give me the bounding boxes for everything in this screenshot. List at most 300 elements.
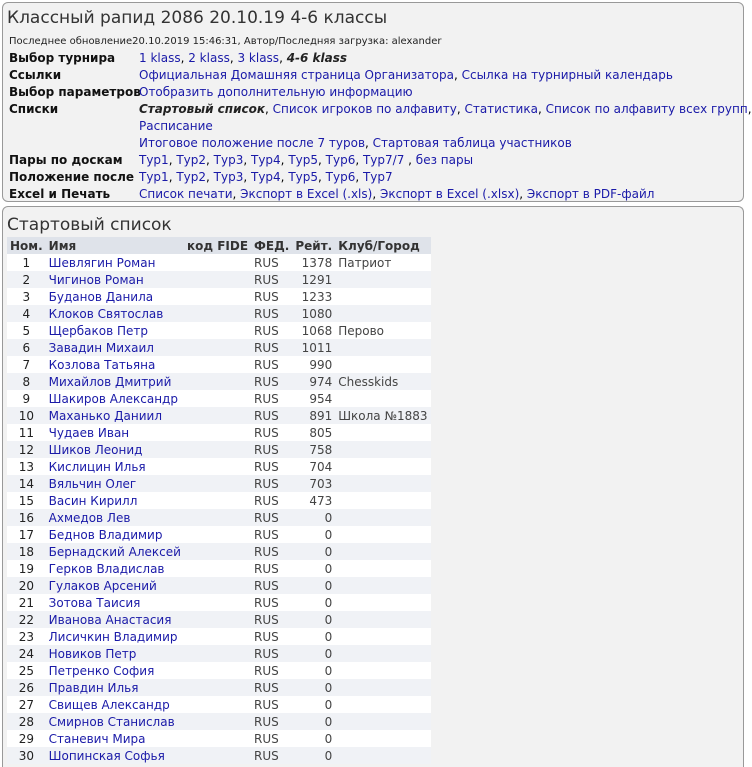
player-name bbox=[46, 696, 184, 713]
col-header-rating: Рейт. bbox=[292, 237, 335, 254]
player-no: 2 bbox=[7, 271, 46, 288]
info-label: Списки bbox=[9, 102, 59, 116]
player-fed: RUS bbox=[251, 271, 292, 288]
player-club bbox=[335, 747, 430, 764]
player-no: 16 bbox=[7, 509, 46, 526]
col-header-name: Имя bbox=[46, 237, 184, 254]
player-fed: RUS bbox=[251, 475, 292, 492]
player-fed: RUS bbox=[251, 373, 292, 390]
nav-link[interactable]: 3 klass bbox=[237, 51, 280, 65]
player-name bbox=[46, 407, 184, 424]
last-updated-text: Последнее обновление20.10.2019 15:46:31, Автор/Последняя загрузка: alexander bbox=[9, 36, 442, 47]
nav-link[interactable]: Список по алфавиту всех групп bbox=[545, 102, 748, 116]
player-no: 28 bbox=[7, 713, 46, 730]
player-club: Школа №1883 bbox=[335, 407, 430, 424]
nav-link[interactable]: Тур3 bbox=[213, 153, 244, 167]
nav-link[interactable]: Отобразить дополнительную информацию bbox=[139, 85, 413, 99]
player-name bbox=[46, 509, 184, 526]
player-no: 12 bbox=[7, 441, 46, 458]
nav-link[interactable]: Тур6 bbox=[325, 170, 356, 184]
player-no: 5 bbox=[7, 322, 46, 339]
player-name-link[interactable]: Шиков Леонид bbox=[48, 442, 143, 457]
nav-link[interactable]: Статистика bbox=[464, 102, 538, 116]
player-fide bbox=[184, 577, 251, 594]
player-fed: RUS bbox=[251, 645, 292, 662]
player-rating: 805 bbox=[292, 424, 335, 441]
player-fed: RUS bbox=[251, 628, 292, 645]
player-name-link[interactable]: Смирнов Станислав bbox=[48, 714, 175, 729]
player-name bbox=[46, 424, 184, 441]
player-name bbox=[46, 560, 184, 577]
startlist-panel bbox=[2, 206, 744, 767]
nav-link[interactable]: Официальная Домашняя страница Организатора bbox=[139, 68, 454, 82]
nav-link[interactable]: Тур3 bbox=[213, 170, 244, 184]
player-rating: 0 bbox=[292, 679, 335, 696]
player-rating: 1233 bbox=[292, 288, 335, 305]
player-club bbox=[335, 560, 430, 577]
player-rating: 1011 bbox=[292, 339, 335, 356]
player-fide bbox=[184, 475, 251, 492]
table-row bbox=[7, 713, 431, 730]
table-row bbox=[7, 662, 431, 679]
info-links bbox=[139, 51, 347, 65]
player-name bbox=[46, 730, 184, 747]
info-links bbox=[139, 119, 213, 133]
player-name-link[interactable]: Михайлов Дмитрий bbox=[48, 374, 172, 389]
table-row bbox=[7, 747, 431, 764]
nav-link[interactable]: Итоговое положение после 7 туров bbox=[139, 136, 366, 150]
player-no: 19 bbox=[7, 560, 46, 577]
player-name-link[interactable]: Лисичкин Владимир bbox=[48, 629, 178, 644]
player-name-link[interactable]: Кислицин Илья bbox=[48, 459, 146, 474]
player-name-link[interactable]: Зотова Таисия bbox=[48, 595, 141, 610]
player-name bbox=[46, 305, 184, 322]
player-fide bbox=[184, 679, 251, 696]
player-fed: RUS bbox=[251, 288, 292, 305]
player-name bbox=[46, 577, 184, 594]
player-rating: 974 bbox=[292, 373, 335, 390]
table-row bbox=[7, 441, 431, 458]
col-header-club: Клуб/Город bbox=[335, 237, 430, 254]
nav-link[interactable]: 1 klass bbox=[139, 51, 181, 65]
player-no: 8 bbox=[7, 373, 46, 390]
player-club bbox=[335, 628, 430, 645]
link-separator: , bbox=[537, 102, 546, 116]
player-name bbox=[46, 458, 184, 475]
link-separator: , bbox=[519, 187, 527, 201]
player-no: 9 bbox=[7, 390, 46, 407]
link-separator: , bbox=[365, 136, 373, 150]
nav-link[interactable]: 2 klass bbox=[188, 51, 230, 65]
player-no: 10 bbox=[7, 407, 46, 424]
info-label: Excel и Печать bbox=[9, 187, 111, 201]
table-row bbox=[7, 339, 431, 356]
player-club bbox=[335, 594, 430, 611]
player-name bbox=[46, 288, 184, 305]
table-row bbox=[7, 594, 431, 611]
link-separator: , bbox=[279, 51, 287, 65]
player-fide bbox=[184, 441, 251, 458]
player-fide bbox=[184, 747, 251, 764]
nav-link[interactable]: Стартовая таблица участников bbox=[372, 136, 572, 150]
player-no: 18 bbox=[7, 543, 46, 560]
player-fide bbox=[184, 560, 251, 577]
nav-link[interactable]: Тур7 bbox=[362, 170, 393, 184]
player-fide bbox=[184, 458, 251, 475]
player-fed: RUS bbox=[251, 662, 292, 679]
player-name bbox=[46, 356, 184, 373]
player-fed: RUS bbox=[251, 560, 292, 577]
player-fed: RUS bbox=[251, 305, 292, 322]
player-fide bbox=[184, 407, 251, 424]
table-row bbox=[7, 492, 431, 509]
player-fed: RUS bbox=[251, 254, 292, 271]
nav-link[interactable]: Тур1 bbox=[139, 170, 169, 184]
player-club bbox=[335, 662, 430, 679]
player-name bbox=[46, 628, 184, 645]
player-name-link[interactable]: Свищев Александр bbox=[48, 697, 170, 712]
player-rating: 0 bbox=[292, 577, 335, 594]
info-label: Пары по доскам bbox=[9, 153, 123, 167]
nav-link[interactable]: Тур4 bbox=[250, 153, 281, 167]
player-fed: RUS bbox=[251, 509, 292, 526]
nav-link[interactable]: Экспорт в Excel (.xls) bbox=[240, 187, 373, 201]
player-fed: RUS bbox=[251, 679, 292, 696]
nav-link[interactable]: Тур2 bbox=[176, 153, 207, 167]
player-rating: 0 bbox=[292, 645, 335, 662]
player-fed: RUS bbox=[251, 407, 292, 424]
player-name bbox=[46, 543, 184, 560]
player-fed: RUS bbox=[251, 594, 292, 611]
player-fed: RUS bbox=[251, 322, 292, 339]
player-club bbox=[335, 730, 430, 747]
player-fide bbox=[184, 288, 251, 305]
player-name bbox=[46, 373, 184, 390]
player-club bbox=[335, 475, 430, 492]
link-separator: , bbox=[453, 68, 462, 82]
player-rating: 0 bbox=[292, 543, 335, 560]
player-fide bbox=[184, 271, 251, 288]
player-club bbox=[335, 577, 430, 594]
player-rating: 1291 bbox=[292, 271, 335, 288]
link-separator: , bbox=[206, 170, 214, 184]
player-club bbox=[335, 713, 430, 730]
link-separator: , bbox=[243, 170, 251, 184]
player-club bbox=[335, 339, 430, 356]
table-row bbox=[7, 373, 431, 390]
player-fide bbox=[184, 543, 251, 560]
link-separator: , bbox=[456, 102, 465, 116]
player-rating: 473 bbox=[292, 492, 335, 509]
player-name-link[interactable]: Чигинов Роман bbox=[48, 272, 144, 287]
player-no: 13 bbox=[7, 458, 46, 475]
player-club: Chesskids bbox=[335, 373, 430, 390]
player-no: 7 bbox=[7, 356, 46, 373]
table-header-row bbox=[7, 237, 431, 254]
table-row bbox=[7, 254, 431, 271]
player-fed: RUS bbox=[251, 458, 292, 475]
player-rating: 0 bbox=[292, 628, 335, 645]
player-name-link[interactable]: Станевич Мира bbox=[48, 731, 146, 746]
player-fide bbox=[184, 322, 251, 339]
player-no: 24 bbox=[7, 645, 46, 662]
table-row bbox=[7, 645, 431, 662]
link-separator: , bbox=[372, 187, 380, 201]
tournament-title: Классный рапид 2086 20.10.19 4-6 классы bbox=[7, 8, 388, 28]
link-separator: , bbox=[229, 51, 238, 65]
player-fed: RUS bbox=[251, 696, 292, 713]
player-fide bbox=[184, 356, 251, 373]
link-separator: , bbox=[168, 153, 177, 167]
current-link: 4-6 klass bbox=[286, 51, 348, 65]
player-name bbox=[46, 611, 184, 628]
player-club: Перово bbox=[335, 322, 430, 339]
nav-link[interactable]: Расписание bbox=[139, 119, 213, 133]
player-club: Патриот bbox=[335, 254, 430, 271]
link-separator: , bbox=[318, 153, 326, 167]
player-fed: RUS bbox=[251, 339, 292, 356]
table-row bbox=[7, 458, 431, 475]
nav-link[interactable]: Экспорт в Excel (.xlsx) bbox=[379, 187, 520, 201]
player-no: 11 bbox=[7, 424, 46, 441]
player-fide bbox=[184, 730, 251, 747]
table-row bbox=[7, 526, 431, 543]
player-name-link[interactable]: Клоков Святослав bbox=[48, 306, 164, 321]
player-name bbox=[46, 271, 184, 288]
table-row bbox=[7, 560, 431, 577]
player-fed: RUS bbox=[251, 424, 292, 441]
player-fide bbox=[184, 628, 251, 645]
player-fed: RUS bbox=[251, 730, 292, 747]
link-separator: , bbox=[355, 153, 363, 167]
player-name-link[interactable]: Беднов Владимир bbox=[48, 527, 163, 542]
player-rating: 0 bbox=[292, 611, 335, 628]
link-separator: , bbox=[168, 170, 177, 184]
col-header-no: Ном. bbox=[7, 237, 46, 254]
player-name bbox=[46, 254, 184, 271]
player-fide bbox=[184, 645, 251, 662]
player-no: 25 bbox=[7, 662, 46, 679]
table-row bbox=[7, 288, 431, 305]
nav-link[interactable]: Список печати bbox=[139, 187, 233, 201]
table-row bbox=[7, 475, 431, 492]
col-header-fide: код FIDE bbox=[184, 237, 251, 254]
player-name bbox=[46, 662, 184, 679]
nav-link[interactable]: без пары bbox=[415, 153, 474, 167]
player-name-link[interactable]: Иванова Анастасия bbox=[48, 612, 172, 627]
player-fed: RUS bbox=[251, 492, 292, 509]
player-fide bbox=[184, 696, 251, 713]
player-name-link[interactable]: Правдин Илья bbox=[48, 680, 139, 695]
player-club bbox=[335, 288, 430, 305]
player-fed: RUS bbox=[251, 543, 292, 560]
player-club bbox=[335, 509, 430, 526]
player-fide bbox=[184, 611, 251, 628]
info-links bbox=[139, 85, 413, 99]
tournament-info-panel bbox=[2, 2, 752, 202]
link-separator: , bbox=[243, 153, 251, 167]
player-fide bbox=[184, 713, 251, 730]
player-club bbox=[335, 645, 430, 662]
link-separator: , bbox=[355, 170, 363, 184]
player-rating: 990 bbox=[292, 356, 335, 373]
player-rating: 891 bbox=[292, 407, 335, 424]
nav-link[interactable]: Тур5 bbox=[288, 170, 318, 184]
nav-link[interactable]: Тур1 bbox=[139, 153, 169, 167]
player-rating: 0 bbox=[292, 509, 335, 526]
table-row bbox=[7, 322, 431, 339]
players-body bbox=[7, 254, 431, 764]
player-no: 20 bbox=[7, 577, 46, 594]
player-club bbox=[335, 526, 430, 543]
player-club bbox=[335, 390, 430, 407]
player-name-link[interactable]: Вяльчин Олег bbox=[48, 476, 137, 491]
player-no: 22 bbox=[7, 611, 46, 628]
player-rating: 0 bbox=[292, 662, 335, 679]
player-fed: RUS bbox=[251, 526, 292, 543]
link-separator: , bbox=[232, 187, 241, 201]
player-rating: 0 bbox=[292, 747, 335, 764]
player-no: 29 bbox=[7, 730, 46, 747]
player-fed: RUS bbox=[251, 577, 292, 594]
player-rating: 0 bbox=[292, 594, 335, 611]
nav-link[interactable]: Тур2 bbox=[176, 170, 207, 184]
table-row bbox=[7, 407, 431, 424]
player-rating: 0 bbox=[292, 713, 335, 730]
player-fide bbox=[184, 305, 251, 322]
info-label: Выбор турнира bbox=[9, 51, 116, 65]
nav-link[interactable]: Тур5 bbox=[288, 153, 318, 167]
player-fed: RUS bbox=[251, 441, 292, 458]
player-name-link[interactable]: Гулаков Арсений bbox=[48, 578, 157, 593]
nav-link[interactable]: Тур4 bbox=[250, 170, 281, 184]
player-no: 6 bbox=[7, 339, 46, 356]
current-link: Стартовый список bbox=[139, 102, 265, 116]
player-no: 15 bbox=[7, 492, 46, 509]
player-rating: 0 bbox=[292, 730, 335, 747]
table-row bbox=[7, 696, 431, 713]
info-label: Ссылки bbox=[9, 68, 62, 82]
player-fed: RUS bbox=[251, 713, 292, 730]
player-fide bbox=[184, 662, 251, 679]
col-header-fed: ФЕД. bbox=[251, 237, 292, 254]
player-name-link[interactable]: Новиков Петр bbox=[48, 646, 137, 661]
player-fide bbox=[184, 424, 251, 441]
player-no: 21 bbox=[7, 594, 46, 611]
player-club bbox=[335, 543, 430, 560]
player-name bbox=[46, 679, 184, 696]
info-label: Положение после bbox=[9, 170, 134, 184]
player-club bbox=[335, 611, 430, 628]
player-no: 27 bbox=[7, 696, 46, 713]
player-name bbox=[46, 492, 184, 509]
player-no: 26 bbox=[7, 679, 46, 696]
player-name bbox=[46, 526, 184, 543]
player-rating: 0 bbox=[292, 560, 335, 577]
player-fed: RUS bbox=[251, 611, 292, 628]
player-name bbox=[46, 713, 184, 730]
table-row bbox=[7, 509, 431, 526]
nav-link[interactable]: Ссылка на турнирный календарь bbox=[461, 68, 673, 82]
startlist-table bbox=[7, 237, 431, 764]
player-name bbox=[46, 475, 184, 492]
player-rating: 0 bbox=[292, 526, 335, 543]
player-name-link[interactable]: Буданов Данила bbox=[48, 289, 154, 304]
player-name-link[interactable]: Ахмедов Лев bbox=[48, 510, 131, 525]
player-rating: 1068 bbox=[292, 322, 335, 339]
player-name-link[interactable]: Чудаев Иван bbox=[48, 425, 130, 440]
player-fed: RUS bbox=[251, 747, 292, 764]
player-name-link[interactable]: Петренко София bbox=[48, 663, 155, 678]
player-name bbox=[46, 322, 184, 339]
nav-link[interactable]: Экспорт в PDF-файл bbox=[526, 187, 655, 201]
player-name-link[interactable]: Щербаков Петр bbox=[48, 323, 149, 338]
info-links bbox=[139, 68, 673, 82]
table-row bbox=[7, 611, 431, 628]
player-rating: 703 bbox=[292, 475, 335, 492]
player-name-link[interactable]: Бернадский Алексей bbox=[48, 544, 181, 559]
player-club bbox=[335, 441, 430, 458]
table-row bbox=[7, 424, 431, 441]
player-no: 30 bbox=[7, 747, 46, 764]
player-fide bbox=[184, 339, 251, 356]
player-club bbox=[335, 696, 430, 713]
nav-link[interactable]: Тур7/7 bbox=[362, 153, 405, 167]
nav-link[interactable]: Список игроков по алфавиту bbox=[272, 102, 457, 116]
player-rating: 0 bbox=[292, 696, 335, 713]
info-links bbox=[139, 187, 654, 201]
table-row bbox=[7, 356, 431, 373]
info-label: Выбор параметров bbox=[9, 85, 141, 99]
player-name-link[interactable]: Шопинская Софья bbox=[48, 748, 165, 763]
player-fide bbox=[184, 390, 251, 407]
table-row bbox=[7, 543, 431, 560]
player-name-link[interactable]: Завадин Михаил bbox=[48, 340, 154, 355]
player-name bbox=[46, 441, 184, 458]
player-fed: RUS bbox=[251, 390, 292, 407]
player-name-link[interactable]: Маханько Даниил bbox=[48, 408, 162, 423]
link-separator: , bbox=[747, 102, 752, 116]
link-separator: , bbox=[404, 153, 416, 167]
player-rating: 704 bbox=[292, 458, 335, 475]
player-fide bbox=[184, 373, 251, 390]
player-no: 4 bbox=[7, 305, 46, 322]
player-no: 14 bbox=[7, 475, 46, 492]
link-separator: , bbox=[180, 51, 189, 65]
nav-link[interactable]: Тур6 bbox=[325, 153, 356, 167]
player-rating: 1378 bbox=[292, 254, 335, 271]
player-fed: RUS bbox=[251, 356, 292, 373]
player-fide bbox=[184, 254, 251, 271]
player-no: 17 bbox=[7, 526, 46, 543]
startlist-title: Стартовый список bbox=[7, 215, 172, 235]
player-name bbox=[46, 339, 184, 356]
player-name-link[interactable]: Герков Владислав bbox=[48, 561, 165, 576]
player-name bbox=[46, 645, 184, 662]
player-name bbox=[46, 390, 184, 407]
player-name-link[interactable]: Шевлягин Роман bbox=[48, 255, 156, 270]
link-separator: , bbox=[206, 153, 214, 167]
player-rating: 758 bbox=[292, 441, 335, 458]
player-name-link[interactable]: Козлова Татьяна bbox=[48, 357, 156, 372]
player-club bbox=[335, 492, 430, 509]
player-club bbox=[335, 458, 430, 475]
link-separator: , bbox=[265, 102, 273, 116]
player-name-link[interactable]: Васин Кирилл bbox=[48, 493, 138, 508]
player-name-link[interactable]: Шакиров Александр bbox=[48, 391, 178, 406]
table-row bbox=[7, 305, 431, 322]
player-fide bbox=[184, 526, 251, 543]
